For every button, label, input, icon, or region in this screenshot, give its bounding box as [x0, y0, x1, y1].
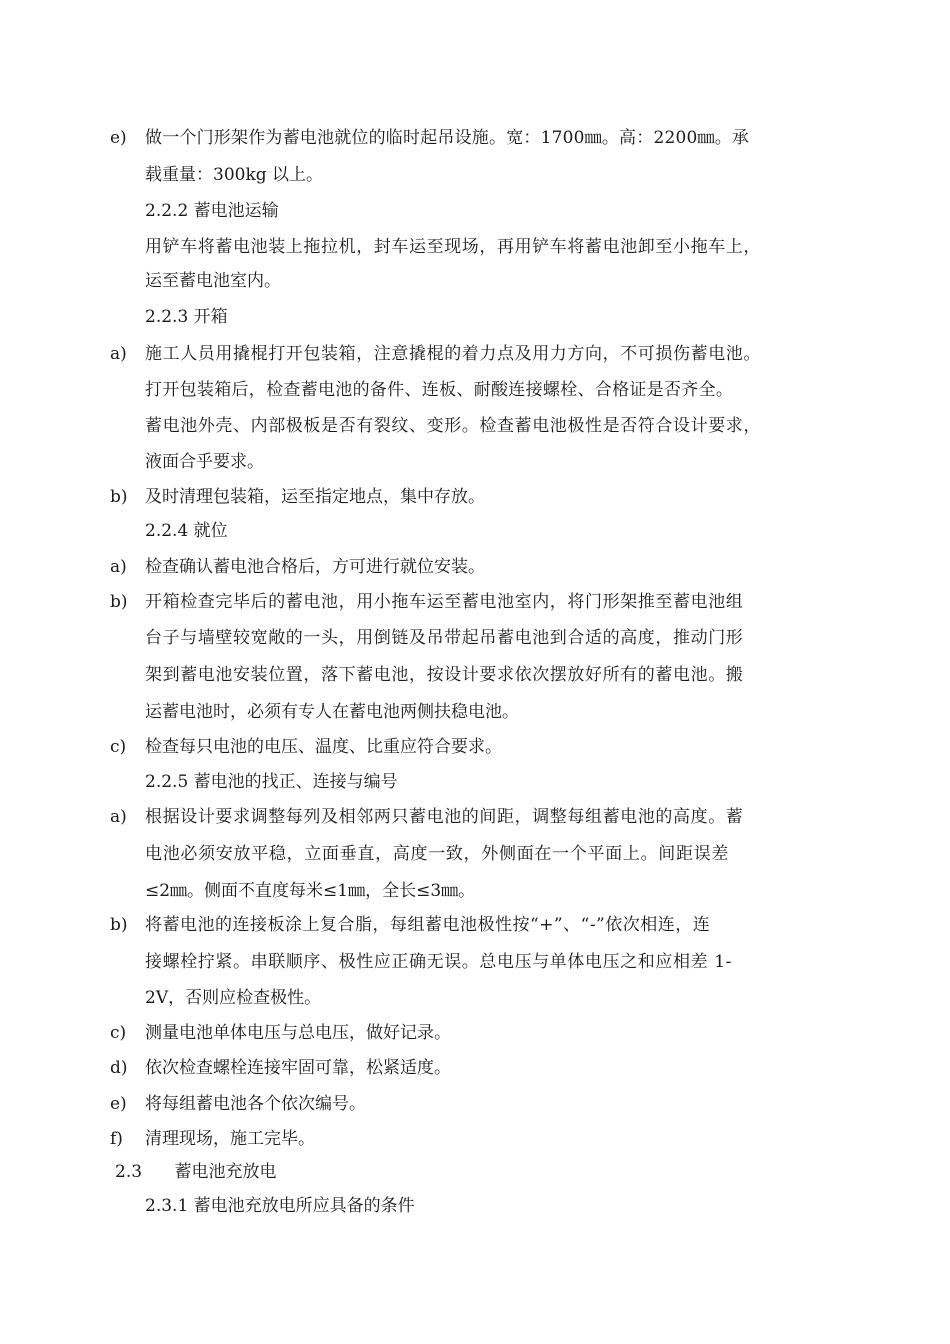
text-line: 打开包装箱后，检查蓄电池的备件、连板、耐酸连接螺栓、合格证是否齐全。	[145, 380, 734, 400]
section-heading: 2.3 蓄电池充放电	[115, 1162, 277, 1182]
section-heading: 2.2.5 蓄电池的找正、连接与编号	[145, 772, 398, 792]
text-line: 检查确认蓄电池合格后，方可进行就位安装。	[145, 557, 485, 577]
text-line: 清理现场，施工完毕。	[145, 1129, 315, 1149]
list-label: c)	[110, 1023, 127, 1043]
list-label: a)	[110, 344, 127, 364]
list-label: a)	[110, 807, 127, 827]
text-line: 台子与墙壁较宽敞的一头，用倒链及吊带起吊蓄电池到合适的高度，推动门形	[145, 628, 744, 648]
text-line: 运至蓄电池室内。	[145, 271, 281, 291]
text-line: 电池必须安放平稳，立面垂直，高度一致，外侧面在一个平面上。间距误差	[145, 844, 730, 864]
text-line: 接螺栓拧紧。串联顺序、极性应正确无误。总电压与单体电压之和应相差 1-	[145, 952, 732, 972]
text-line: 测量电池单体电压与总电压，做好记录。	[145, 1023, 451, 1043]
section-heading: 2.2.4 就位	[145, 521, 228, 541]
list-label: e)	[110, 128, 127, 148]
text-line: 将每组蓄电池各个依次编号。	[145, 1094, 366, 1114]
text-line: 载重量：300kg 以上。	[145, 165, 324, 185]
text-line: 架到蓄电池安装位置，落下蓄电池，按设计要求依次摆放好所有的蓄电池。搬	[145, 665, 744, 685]
text-line: 运蓄电池时，必须有专人在蓄电池两侧扶稳电池。	[145, 702, 519, 722]
list-label: a)	[110, 557, 127, 577]
list-label: e)	[110, 1094, 127, 1114]
text-line: 2V，否则应检查极性。	[145, 988, 322, 1008]
text-line: 开箱检查完毕后的蓄电池，用小拖车运至蓄电池室内，将门形架推至蓄电池组	[145, 592, 744, 612]
text-line: 根据设计要求调整每列及相邻两只蓄电池的间距，调整每组蓄电池的高度。蓄	[145, 807, 744, 827]
section-heading: 2.3.1 蓄电池充放电所应具备的条件	[145, 1196, 415, 1216]
list-label: d)	[110, 1058, 128, 1078]
text-line: 及时清理包装箱，运至指定地点，集中存放。	[145, 487, 485, 507]
text-line: 蓄电池外壳、内部极板是否有裂纹、变形。检查蓄电池极性是否符合设计要求，	[145, 416, 761, 436]
list-label: b)	[110, 915, 128, 935]
text-line: 液面合乎要求。	[145, 452, 264, 472]
text-line: 将蓄电池的连接板涂上复合脂，每组蓄电池极性按“+”、“-”依次相连，连	[145, 915, 711, 935]
section-heading: 2.2.3 开箱	[145, 307, 228, 327]
text-line: 施工人员用撬棍打开包装箱，注意撬棍的着力点及用力方向，不可损伤蓄电池。	[145, 344, 761, 364]
section-heading: 2.2.2 蓄电池运输	[145, 201, 279, 221]
text-line: 依次检查螺栓连接牢固可靠，松紧适度。	[145, 1058, 451, 1078]
text-line: ≤2㎜。侧面不直度每米≤1㎜，全长≤3㎜。	[145, 881, 476, 901]
text-line: 检查每只电池的电压、温度、比重应符合要求。	[145, 737, 502, 757]
text-line: 做一个门形架作为蓄电池就位的临时起吊设施。宽：1700㎜。高：2200㎜。承	[145, 128, 750, 148]
list-label: f)	[110, 1129, 123, 1149]
list-label: b)	[110, 487, 128, 507]
list-label: c)	[110, 737, 127, 757]
text-line: 用铲车将蓄电池装上拖拉机，封车运至现场，再用铲车将蓄电池卸至小拖车上，	[145, 237, 761, 257]
list-label: b)	[110, 592, 128, 612]
